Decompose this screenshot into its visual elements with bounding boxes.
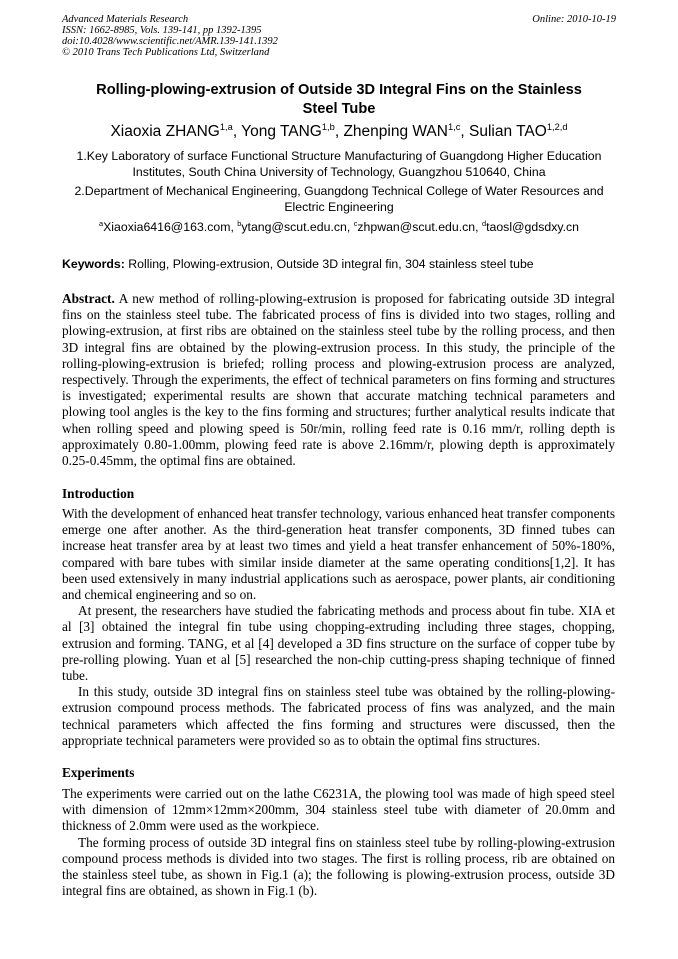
journal-name: Advanced Materials Research: [62, 14, 189, 25]
journal-copyright: © 2010 Trans Tech Publications Ltd, Switzerland: [62, 47, 270, 58]
author-affiliation-mark: 1,b: [321, 121, 335, 132]
paragraph: The experiments were carried out on the lathe C6231A, the plowing tool was made of high speed steel with dimension of 12mm×12mm×200mm, 304 stainless steel tube with diameter of 20.0mm and thickness of 2.0mm were used as the workpiece.: [62, 786, 615, 834]
paper-title: [62, 81, 616, 119]
journal-issn: ISSN: 1662-8985, Vols. 139-141, pp 1392-1395: [62, 25, 262, 36]
keywords-label: Keywords:: [62, 257, 125, 271]
paper-title-line-2: Steel Tube: [302, 101, 376, 117]
online-date: Online: 2010-10-19: [532, 14, 616, 25]
affiliation-2: 2.Department of Mechanical Engineering, Guangdong Technical College of Water Resources and Electric Engineering: [74, 184, 604, 214]
author: Xiaoxia ZHANG$^{1,a}$,: [110, 121, 242, 140]
author-affiliation-mark: 1,a: [219, 121, 233, 132]
author-affiliation-mark: 1,c: [447, 121, 461, 132]
paragraph: In this study, outside 3D integral fins on stainless steel tube was obtained by the rolling-plowing-extrusion compound process methods. The fabricated process of fins was analyzed, and the main technical parameters which affected the fins forming and structures were discussed, then the appropriate technical parameters were provided so as to obtain the optimal fins structures.: [62, 684, 615, 748]
abstract-text: A new method of rolling-plowing-extrusion is proposed for fabricating outside 3D integral fins on the stainless steel tube. The fabricated process of fins is divided into two stages, rolling and plowing-extrusion, at first ribs are obtained on the stainless steel tube by the rolling process, and then 3D integral fins are obtained by the plowing-extrusion process. In this study, the principle of the rolling-plowing-extrusion is briefed; rolling process and plowing-extrusion process are analyzed, respectively. Through the experiments, the effect of technical parameters on fins forming and structures is investigated; experimental results are shown that accurate matching technical parameters and plowing tool angles is the key to the fins forming and structures; further analytical results indicate that when rolling speed and plowing speed is 50r/min, rolling feed rate is 0.16 mm/r, rolling depth is approximately 0.80-1.00mm, plowing feed rate is above 2.16mm/r, plowing depth is approximately 0.25-0.45mm, the optimal fins are obtained.: [62, 291, 615, 469]
affiliation-1: 1.Key Laboratory of surface Functional Structure Manufacturing of Guangdong Higher Education Institutes, South China University of Technology, Guangzhou 510640, China: [76, 149, 602, 179]
section-heading-experiments: Experiments: [62, 765, 135, 780]
paragraph: The forming process of outside 3D integral fins on stainless steel tube by rolling-plowing-extrusion compound process methods is divided into two stages. The first is rolling process, rib are obtained on the stainless steel tube, as shown in Fig.1 (a); the following is plowing-extrusion process, outside 3D integral fins are obtained, as shown in Fig.1 (b).: [62, 834, 615, 899]
paragraph: With the development of enhanced heat transfer technology, various enhanced heat transfer components emerge one after another. As the third-generation heat transfer components, 3D finned tubes can increase heat transfer area by at least two times and yield a heat transfer enhancement of 50%-180%, compared with bare tubes with similar inside diameter at the same operating conditions[1,2]. It has been used extensively in many industrial applications such as aerospace, power plants, air conditioning and chemical engineering and so on.: [62, 506, 615, 603]
paper-title-line-1: Rolling-plowing-extrusion of Outside 3D Integral Fins on the Stainless: [96, 82, 582, 98]
author: Yong TANG$^{1,b}$,: [241, 121, 344, 140]
keywords: [62, 257, 616, 272]
abstract-label: Abstract.: [62, 291, 115, 306]
introduction-body: [62, 506, 615, 749]
email-link: taosl@gdsdxy.cn: [486, 220, 579, 234]
paragraph: At present, the researchers have studied the fabricating methods and process about fin tube. XIA et al [3] obtained the integral fin tube using chopping-extruding including three stages, chopping, extrusion and forming. TANG, et al [4] developed a 3D fins structure on the surface of copper tube by pre-rolling plowing. Yuan et al [5] researched the non-chip cutting-press shaping technique of finned tube.: [62, 603, 615, 684]
section-heading-introduction: Introduction: [62, 486, 135, 501]
author-list: [62, 122, 616, 142]
author-emails: $^a$Xiaoxia6416@163.com, $^b$ytang@scut.edu.cn, $^c$zhpwan@scut.edu.cn, $^d$taosl@gdsdxy.cn: [99, 218, 579, 234]
abstract: [62, 291, 615, 469]
email-link: ytang@scut.edu.cn,: [241, 220, 354, 234]
experiments-body: [62, 786, 615, 899]
author: Zhenping WAN$^{1,c}$,: [343, 121, 469, 140]
email-link: zhpwan@scut.edu.cn,: [357, 220, 482, 234]
author: Sulian TAO$^{1,2,d}$: [469, 121, 568, 140]
journal-doi: doi:10.4028/www.scientific.net/AMR.139-141.1392: [62, 36, 278, 47]
journal-header: [62, 14, 278, 58]
email-link: Xiaoxia6416@163.com,: [103, 220, 238, 234]
author-affiliation-mark: 1,2,d: [546, 121, 568, 132]
keywords-text: Rolling, Plowing-extrusion, Outside 3D integral fin, 304 stainless steel tube: [124, 257, 534, 271]
